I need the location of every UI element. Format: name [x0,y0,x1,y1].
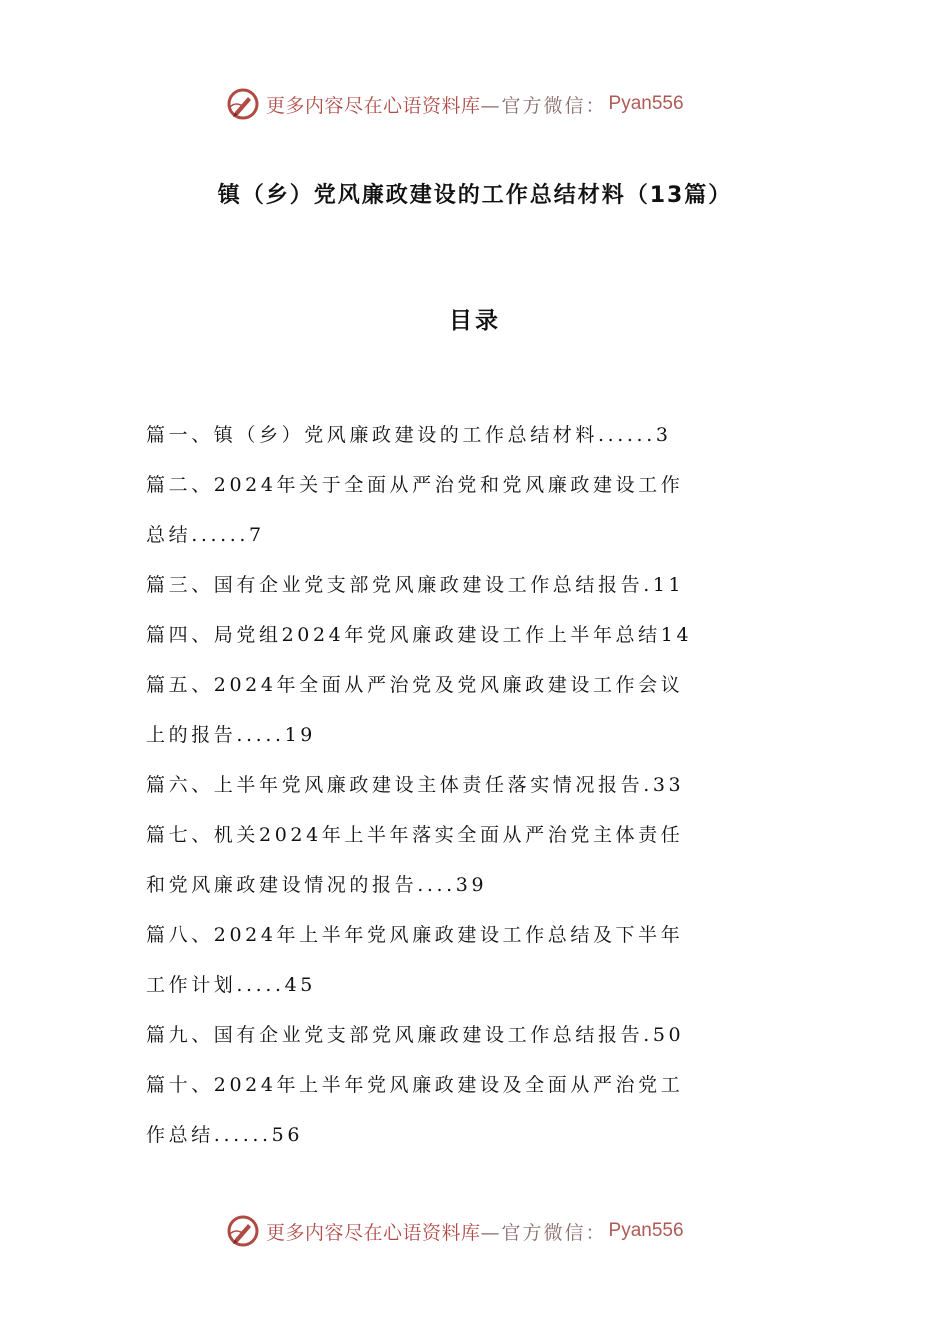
watermark-wechat-id: Pyan556 [608,93,684,114]
toc-entry-3[interactable]: 篇三、国有企业党支部党风廉政建设工作总结报告.11 [146,574,685,596]
watermark-wechat-label: —官方微信： [480,1221,607,1244]
document-title: 镇（乡）党风廉政建设的工作总结材料（13篇） [217,183,733,208]
toc-entry-1[interactable]: 篇一、镇（乡）党风廉政建设的工作总结材料......3 [146,424,672,446]
toc-entry-8-continued[interactable]: 工作计划.....45 [146,974,316,996]
toc-entry-5-continued[interactable]: 上的报告.....19 [146,724,316,746]
watermark-text: 更多内容尽在心语资料库 [266,1221,481,1244]
toc-entry-2[interactable]: 篇二、2024年关于全面从严治党和党风廉政建设工作 [146,474,684,496]
pen-logo-icon [226,87,260,121]
toc-entry-7[interactable]: 篇七、机关2024年上半年落实全面从严治党主体责任 [146,824,684,846]
toc-entry-5[interactable]: 篇五、2024年全面从严治党及党风廉政建设工作会议 [146,674,684,696]
toc-entry-10-continued[interactable]: 作总结......56 [146,1124,304,1146]
toc-entry-9[interactable]: 篇九、国有企业党支部党风廉政建设工作总结报告.50 [146,1024,685,1046]
toc-entry-10[interactable]: 篇十、2024年上半年党风廉政建设及全面从严治党工 [146,1074,684,1096]
toc-entry-6[interactable]: 篇六、上半年党风廉政建设主体责任落实情况报告.33 [146,774,685,796]
watermark-wechat-label: —官方微信： [480,94,607,117]
toc-entry-8[interactable]: 篇八、2024年上半年党风廉政建设工作总结及下半年 [146,924,684,946]
watermark-text: 更多内容尽在心语资料库 [266,94,481,117]
table-of-contents [146,410,706,1160]
toc-entry-4[interactable]: 篇四、局党组2024年党风廉政建设工作上半年总结14 [146,624,693,646]
toc-heading: 目录 [449,308,501,334]
header-watermark [226,84,684,124]
footer-watermark [226,1211,684,1251]
pen-logo-icon [226,1214,260,1248]
toc-entry-2-continued[interactable]: 总结......7 [146,524,265,546]
watermark-wechat-id: Pyan556 [608,1220,684,1241]
toc-entry-7-continued[interactable]: 和党风廉政建设情况的报告....39 [146,874,488,896]
